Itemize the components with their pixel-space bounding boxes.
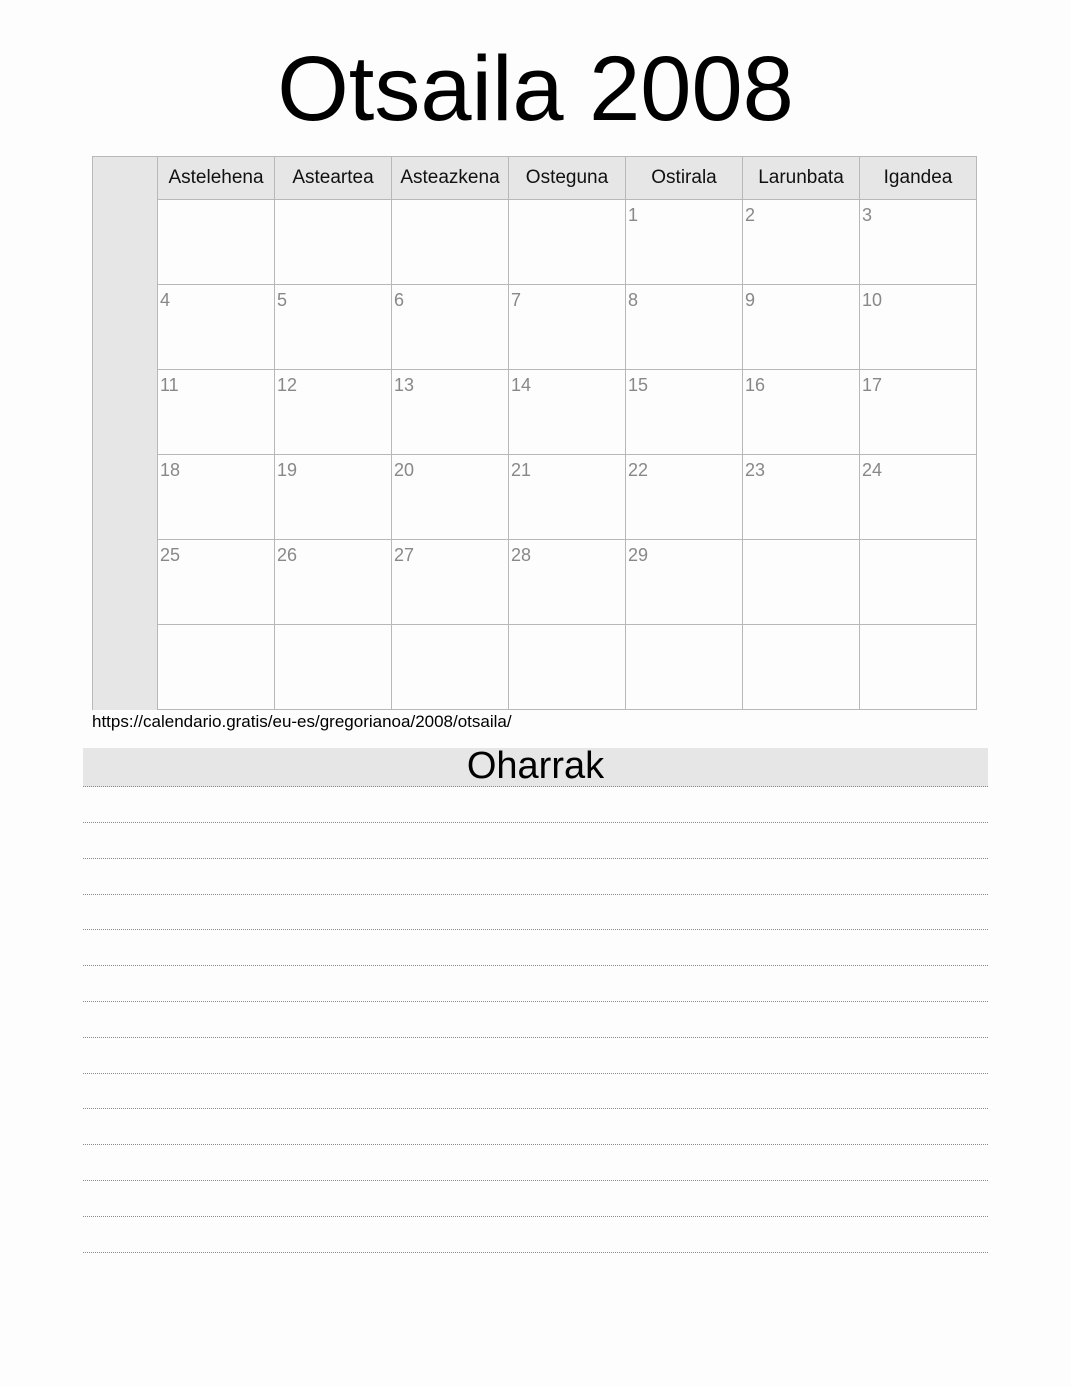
day-number [392,625,508,630]
day-cell[interactable] [743,455,860,540]
day-number: 18 [160,460,181,480]
day-cell[interactable] [860,370,977,455]
day-cell[interactable] [743,540,860,625]
day-cell[interactable] [392,540,509,625]
day-number [275,200,391,205]
day-cell[interactable] [509,625,626,710]
weekday-header: Asteartea [275,157,392,200]
day-cell[interactable] [860,200,977,285]
day-number: 6 [394,290,405,310]
day-number [158,200,274,205]
day-number: 24 [862,460,883,480]
day-number: 10 [862,290,883,310]
day-number [158,625,274,630]
note-line [83,858,988,859]
weekday-header: Astelehena [158,157,275,200]
day-cell[interactable] [743,285,860,370]
day-number: 16 [745,375,766,395]
day-cell[interactable] [860,285,977,370]
day-cell[interactable] [509,540,626,625]
day-cell[interactable] [860,540,977,625]
day-cell[interactable] [275,200,392,285]
day-cell[interactable] [509,200,626,285]
day-cell[interactable] [392,285,509,370]
day-number: 29 [628,545,649,565]
day-cell[interactable] [275,540,392,625]
day-cell[interactable] [158,625,275,710]
week-row [93,455,977,540]
week-number-cell [93,285,158,370]
day-number: 8 [628,290,639,310]
day-cell[interactable] [158,200,275,285]
day-number: 9 [745,290,756,310]
day-cell[interactable] [275,625,392,710]
day-number: 28 [511,545,532,565]
day-number: 2 [745,205,756,225]
day-number: 20 [394,460,415,480]
day-cell[interactable] [860,625,977,710]
weekday-header: Asteazkena [392,157,509,200]
day-number [743,625,859,630]
note-line [83,1073,988,1074]
day-number [275,625,391,630]
day-number: 14 [511,375,532,395]
page-title: Otsaila 2008 [277,38,794,140]
day-cell[interactable] [158,540,275,625]
day-cell[interactable] [275,285,392,370]
day-cell[interactable] [158,455,275,540]
week-number-header [93,157,158,200]
day-cell[interactable] [392,200,509,285]
note-line [83,965,988,966]
day-number [509,200,625,205]
source-url: https://calendario.gratis/eu-es/gregorianoa/2008/otsaila/ [92,712,512,731]
day-cell[interactable] [158,370,275,455]
day-number: 11 [160,375,179,395]
day-number: 5 [277,290,288,310]
day-number [392,200,508,205]
week-row [93,370,977,455]
week-row [93,285,977,370]
day-number [860,540,976,545]
day-cell[interactable] [626,370,743,455]
day-number: 1 [628,205,639,225]
notes-header [83,745,988,787]
day-number: 4 [160,290,171,310]
note-line [83,1216,988,1217]
day-number: 23 [745,460,766,480]
weekday-header: Larunbata [743,157,860,200]
day-cell[interactable] [509,370,626,455]
day-cell[interactable] [743,370,860,455]
day-cell[interactable] [626,540,743,625]
week-number-cell [93,370,158,455]
day-cell[interactable] [626,285,743,370]
day-cell[interactable] [509,285,626,370]
day-cell[interactable] [275,455,392,540]
day-number [626,625,742,630]
day-number: 13 [394,375,415,395]
day-cell[interactable] [743,200,860,285]
note-line [83,1180,988,1181]
day-cell[interactable] [392,625,509,710]
day-cell[interactable] [509,455,626,540]
week-number-cell [93,540,158,625]
day-number: 7 [511,290,522,310]
note-line [83,929,988,930]
day-number: 22 [628,460,649,480]
day-number: 17 [862,375,883,395]
day-number: 3 [862,205,873,225]
day-cell[interactable] [392,370,509,455]
week-row [93,200,977,285]
day-number: 25 [160,545,181,565]
week-number-cell [93,455,158,540]
day-cell[interactable] [743,625,860,710]
weekday-header-row [93,157,977,200]
day-cell[interactable] [158,285,275,370]
day-number [743,540,859,545]
note-line [83,1252,988,1253]
week-row [93,540,977,625]
day-number: 27 [394,545,415,565]
notes-title: Oharrak [466,745,605,787]
day-cell[interactable] [626,200,743,285]
week-row [93,625,977,710]
day-number [509,625,625,630]
weekday-header: Ostirala [626,157,743,200]
note-line [83,1001,988,1002]
day-number: 26 [277,545,298,565]
day-cell[interactable] [860,455,977,540]
day-number: 21 [511,460,532,480]
week-number-cell [93,625,158,710]
day-number: 15 [628,375,649,395]
note-line [83,894,988,895]
day-cell[interactable] [626,625,743,710]
weekday-header: Osteguna [509,157,626,200]
week-number-cell [93,200,158,285]
day-number: 12 [277,375,298,395]
day-cell[interactable] [275,370,392,455]
day-number: 19 [277,460,298,480]
note-line [83,1144,988,1145]
note-line [83,1037,988,1038]
day-cell[interactable] [392,455,509,540]
day-cell[interactable] [626,455,743,540]
weekday-header: Igandea [860,157,977,200]
day-number [860,625,976,630]
note-line [83,1108,988,1109]
note-line [83,822,988,823]
calendar-grid [92,156,977,710]
